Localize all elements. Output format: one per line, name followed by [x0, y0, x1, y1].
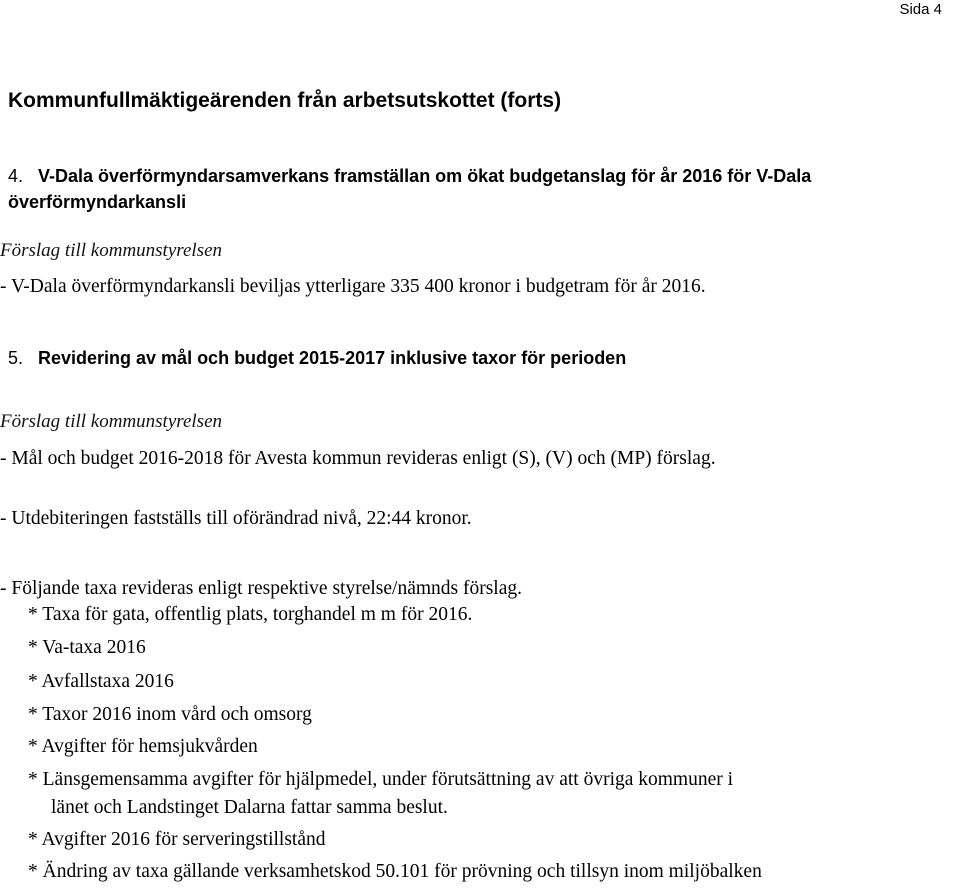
item-5-title-line1: Revidering av mål och budget 2015-2017 inklusive taxor för perioden [38, 348, 627, 368]
tariff-item-4: * Taxor 2016 inom vård och omsorg [28, 704, 312, 725]
item-4-title [8, 165, 948, 215]
item-5-number: 5. [8, 348, 24, 368]
tariff-item-3: * Avfallstaxa 2016 [28, 671, 174, 692]
section-heading: Kommunfullmäktigeärenden från arbetsutskottet (forts) [8, 89, 562, 112]
item-4-title-line2: överförmyndarkansli [8, 192, 187, 212]
tariff-item-6-continued: länet och Landstinget Dalarna fattar samma beslut. [51, 797, 448, 818]
item-4-number: 4. [8, 166, 24, 186]
item-5-decision-line-3: - Följande taxa revideras enligt respektive styrelse/nämnds förslag. [0, 578, 523, 599]
item-4-decision-line: - V-Dala överförmyndarkansli beviljas ytterligare 335 400 kronor i budgetram för år 2016. [0, 276, 706, 297]
item-5-decision-line-1: - Mål och budget 2016-2018 för Avesta kommun revideras enligt (S), (V) och (MP) förslag. [0, 448, 716, 469]
tariff-item-5: * Avgifter för hemsjukvården [28, 736, 258, 757]
item-4-title-line1: V-Dala överförmyndarsamverkans framställan om ökat budgetanslag för år 2016 för V-Dala [38, 166, 812, 186]
item-5-decision-line-2: - Utdebiteringen fastställs till oförändrad nivå, 22:44 kronor. [0, 508, 472, 529]
tariff-item-2: * Va-taxa 2016 [28, 637, 146, 658]
item-4-proposal-label: Förslag till kommunstyrelsen [0, 240, 222, 261]
item-5-title [8, 347, 908, 373]
tariff-item-6: * Länsgemensamma avgifter för hjälpmedel, under förutsättning av att övriga kommuner i [28, 769, 734, 790]
item-5-proposal-label: Förslag till kommunstyrelsen [0, 411, 222, 432]
tariff-item-8: * Ändring av taxa gällande verksamhetskod 50.101 för prövning och tillsyn inom miljöbalken [28, 861, 762, 882]
tariff-item-7: * Avgifter 2016 för serveringstillstånd [28, 829, 326, 850]
page-number: Sida 4 [899, 1, 942, 18]
tariff-item-1: * Taxa för gata, offentlig plats, torghandel m m för 2016. [28, 604, 473, 625]
